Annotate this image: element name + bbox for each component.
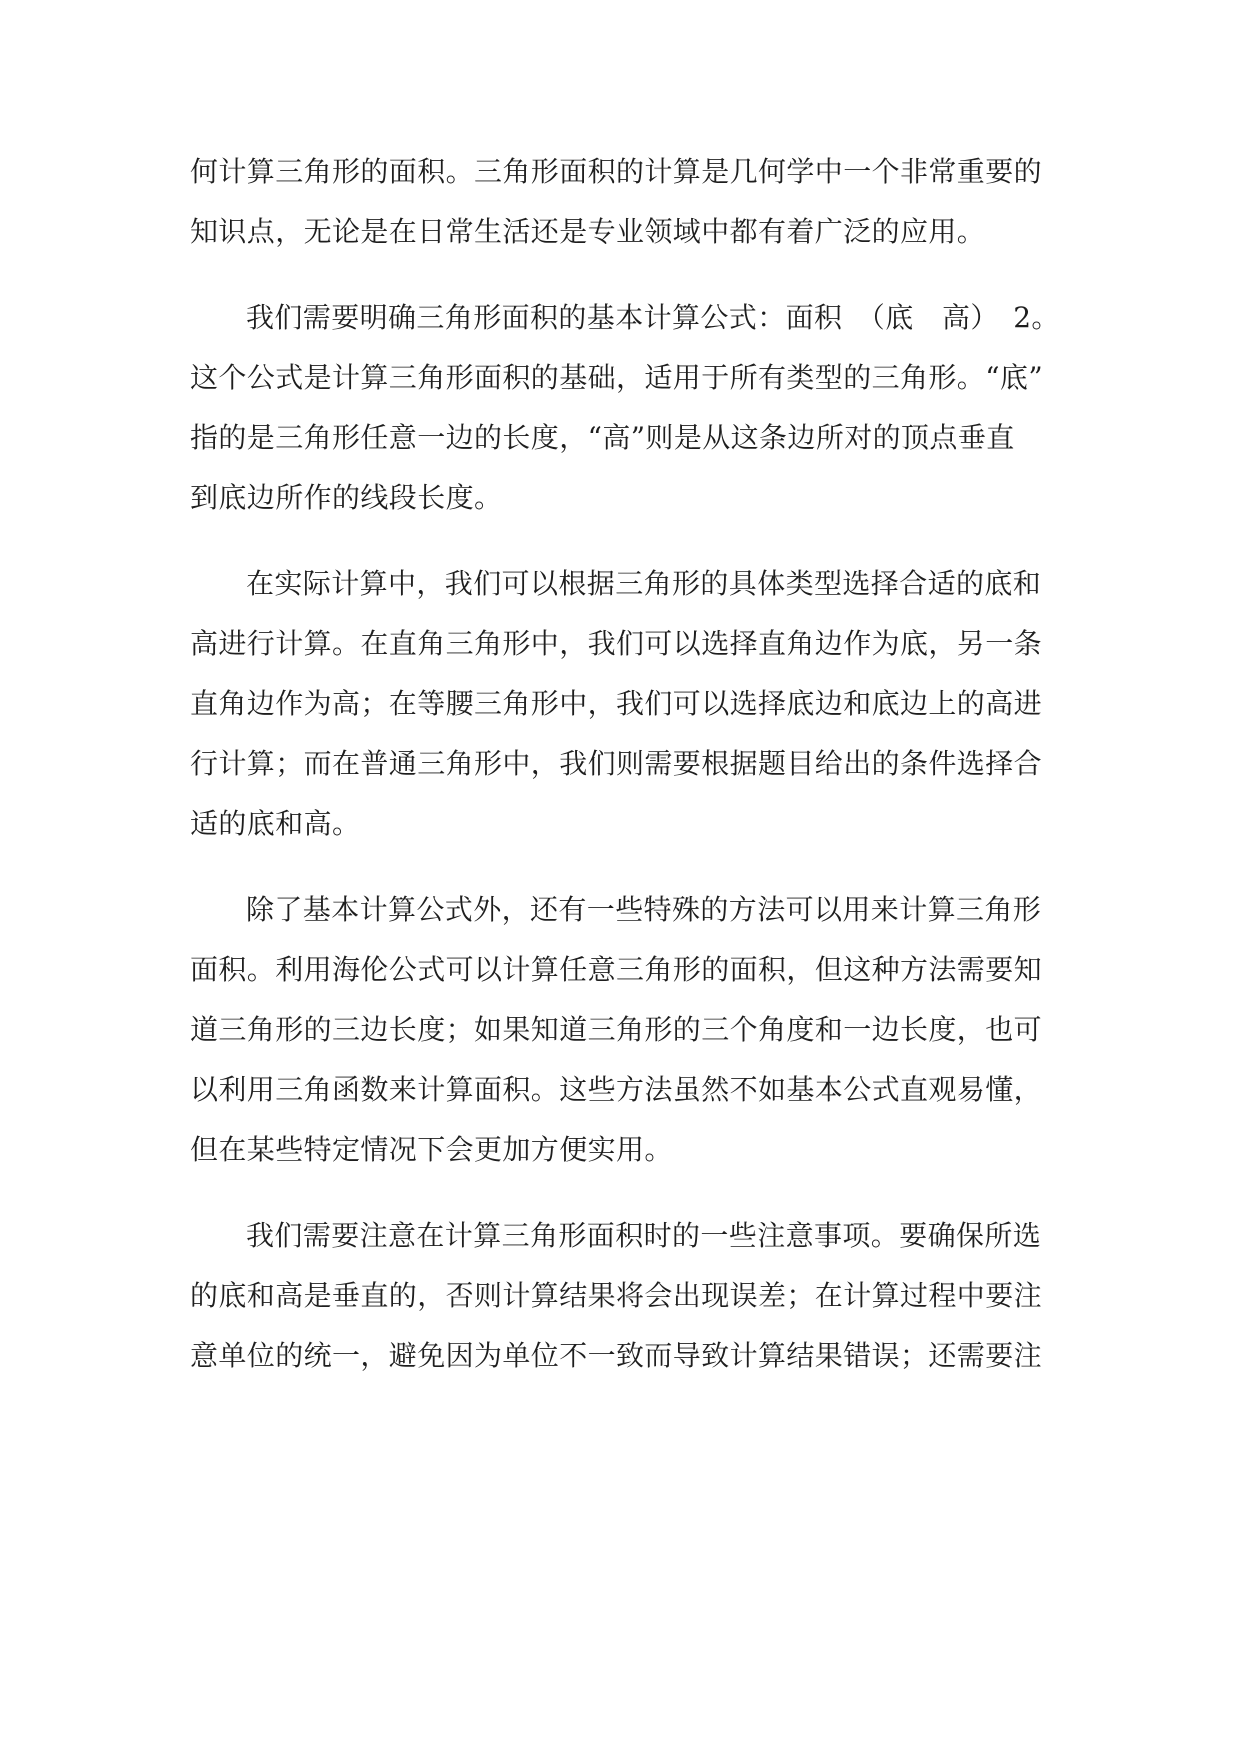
paragraph-5: [190, 1206, 1055, 1386]
paragraph-1: [190, 142, 1055, 262]
text-line: 知识点，无论是在日常生活还是专业领域中都有着广泛的应用。: [190, 215, 986, 248]
text-line: 的底和高是垂直的，否则计算结果将会出现误差；在计算过程中要注: [190, 1279, 1043, 1312]
text-line: 这个公式是计算三角形面积的基础，适用于所有类型的三角形。“底”: [190, 361, 1044, 394]
text-line: 在实际计算中，我们可以根据三角形的具体类型选择合适的底和: [246, 567, 1042, 600]
text-line: 但在某些特定情况下会更加方便实用。: [190, 1133, 673, 1166]
text-line: 除了基本计算公式外，还有一些特殊的方法可以用来计算三角形: [246, 893, 1042, 926]
text-line: 以利用三角函数来计算面积。这些方法虽然不如基本公式直观易懂，: [190, 1073, 1043, 1106]
text-line: 适的底和高。: [190, 807, 361, 840]
text-line: 我们需要明确三角形面积的基本计算公式：面积 （底 高） 2。: [246, 301, 1060, 334]
paragraph-4: [190, 880, 1055, 1180]
text-line: 我们需要注意在计算三角形面积时的一些注意事项。要确保所选: [246, 1219, 1042, 1252]
text-line: 高进行计算。在直角三角形中，我们可以选择直角边作为底，另一条: [190, 627, 1043, 660]
text-line: 直角边作为高；在等腰三角形中，我们可以选择底边和底边上的高进: [190, 687, 1043, 720]
text-line: 道三角形的三边长度；如果知道三角形的三个角度和一边长度，也可: [190, 1013, 1043, 1046]
text-line: 到底边所作的线段长度。: [190, 481, 503, 514]
paragraph-2: [190, 288, 1060, 528]
text-line: 意单位的统一，避免因为单位不一致而导致计算结果错误；还需要注: [190, 1339, 1043, 1372]
text-line: 何计算三角形的面积。三角形面积的计算是几何学中一个非常重要的: [190, 155, 1043, 188]
text-line: 行计算；而在普通三角形中，我们则需要根据题目给出的条件选择合: [190, 747, 1043, 780]
text-line: 面积。利用海伦公式可以计算任意三角形的面积，但这种方法需要知: [190, 953, 1043, 986]
paragraph-3: [190, 554, 1055, 854]
text-line: 指的是三角形任意一边的长度，“高”则是从这条边所对的顶点垂直: [190, 421, 1015, 454]
document-body: [190, 142, 1060, 1386]
